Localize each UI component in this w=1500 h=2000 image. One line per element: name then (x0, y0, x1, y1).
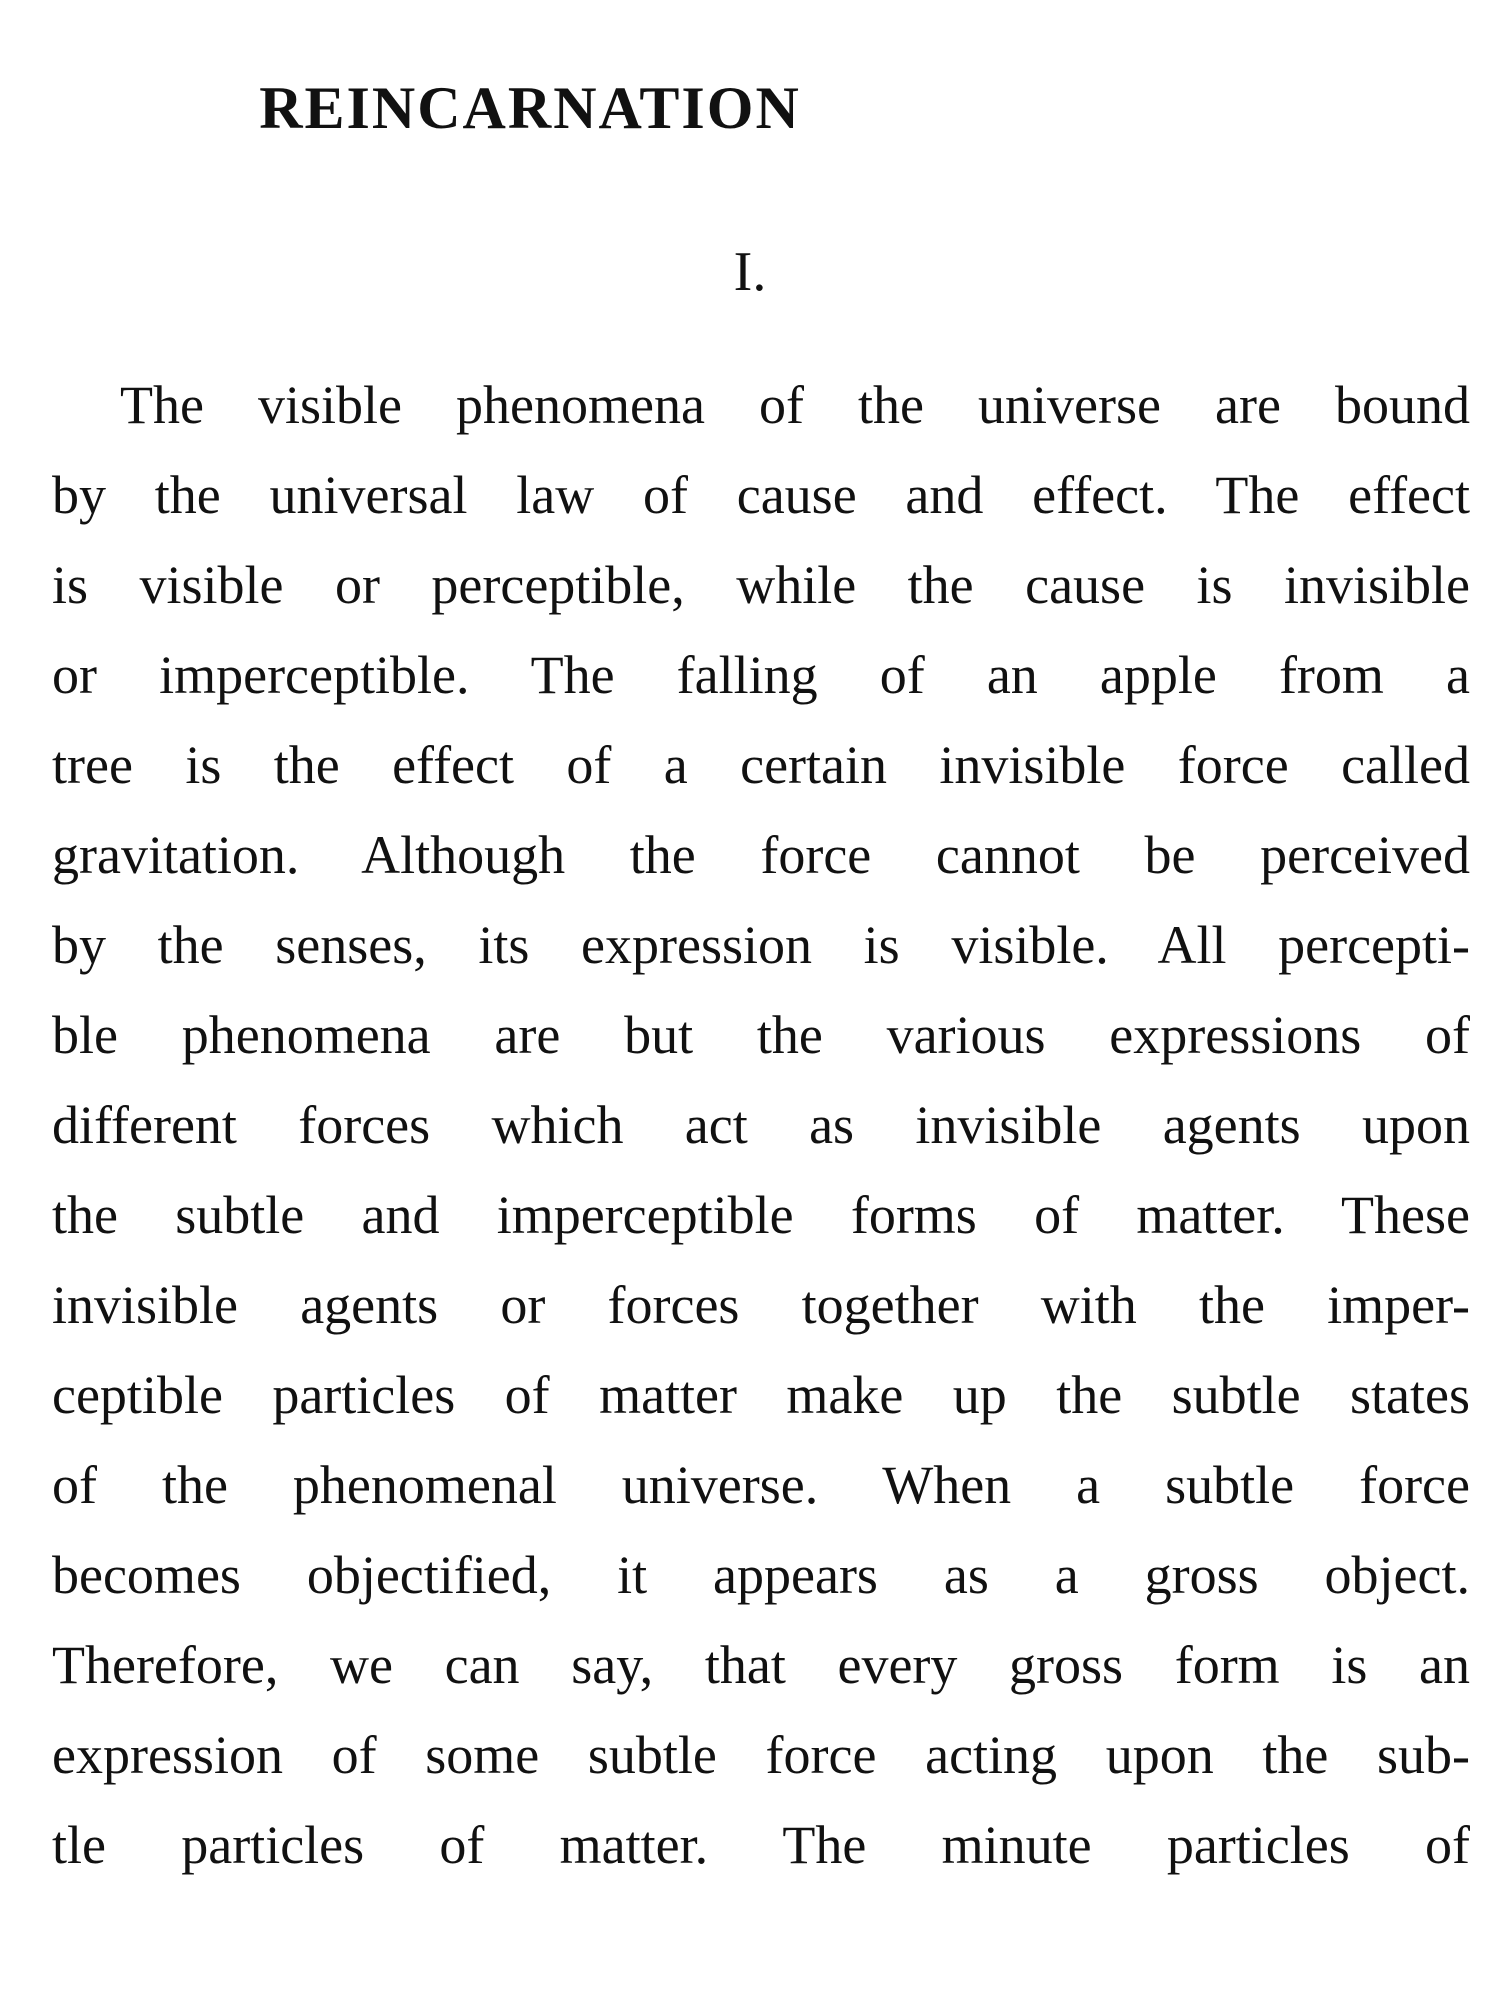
text-line: or imperceptible. The falling of an apple from a (52, 645, 1470, 705)
text-line: tle particles of matter. The minute particles of (52, 1815, 1470, 1875)
text-line: tree is the effect of a certain invisible force called (52, 735, 1470, 795)
body-paragraph (52, 360, 1470, 1890)
text-line: gravitation. Although the force cannot be perceived (52, 825, 1470, 885)
text-line: by the senses, its expression is visible. All percepti- (52, 915, 1470, 975)
text-line: the subtle and imperceptible forms of matter. These (52, 1185, 1470, 1245)
text-line: expression of some subtle force acting upon the sub- (52, 1725, 1470, 1785)
text-line: The visible phenomena of the universe are bound (120, 375, 1470, 435)
text-line: becomes objectified, it appears as a gross object. (52, 1545, 1470, 1605)
chapter-title: REINCARNATION (259, 75, 801, 141)
text-line: different forces which act as invisible agents upon (52, 1095, 1470, 1155)
text-line: ble phenomena are but the various expressions of (52, 1005, 1470, 1065)
text-line: Therefore, we can say, that every gross form is an (52, 1635, 1470, 1695)
text-line: of the phenomenal universe. When a subtle force (52, 1455, 1470, 1515)
text-line: ceptible particles of matter make up the subtle states (52, 1365, 1470, 1425)
text-line: invisible agents or forces together with the imper- (52, 1275, 1470, 1335)
section-number: I. (733, 241, 767, 303)
text-line: is visible or perceptible, while the cause is invisible (52, 555, 1470, 615)
text-line: by the universal law of cause and effect. The effect (52, 465, 1470, 525)
